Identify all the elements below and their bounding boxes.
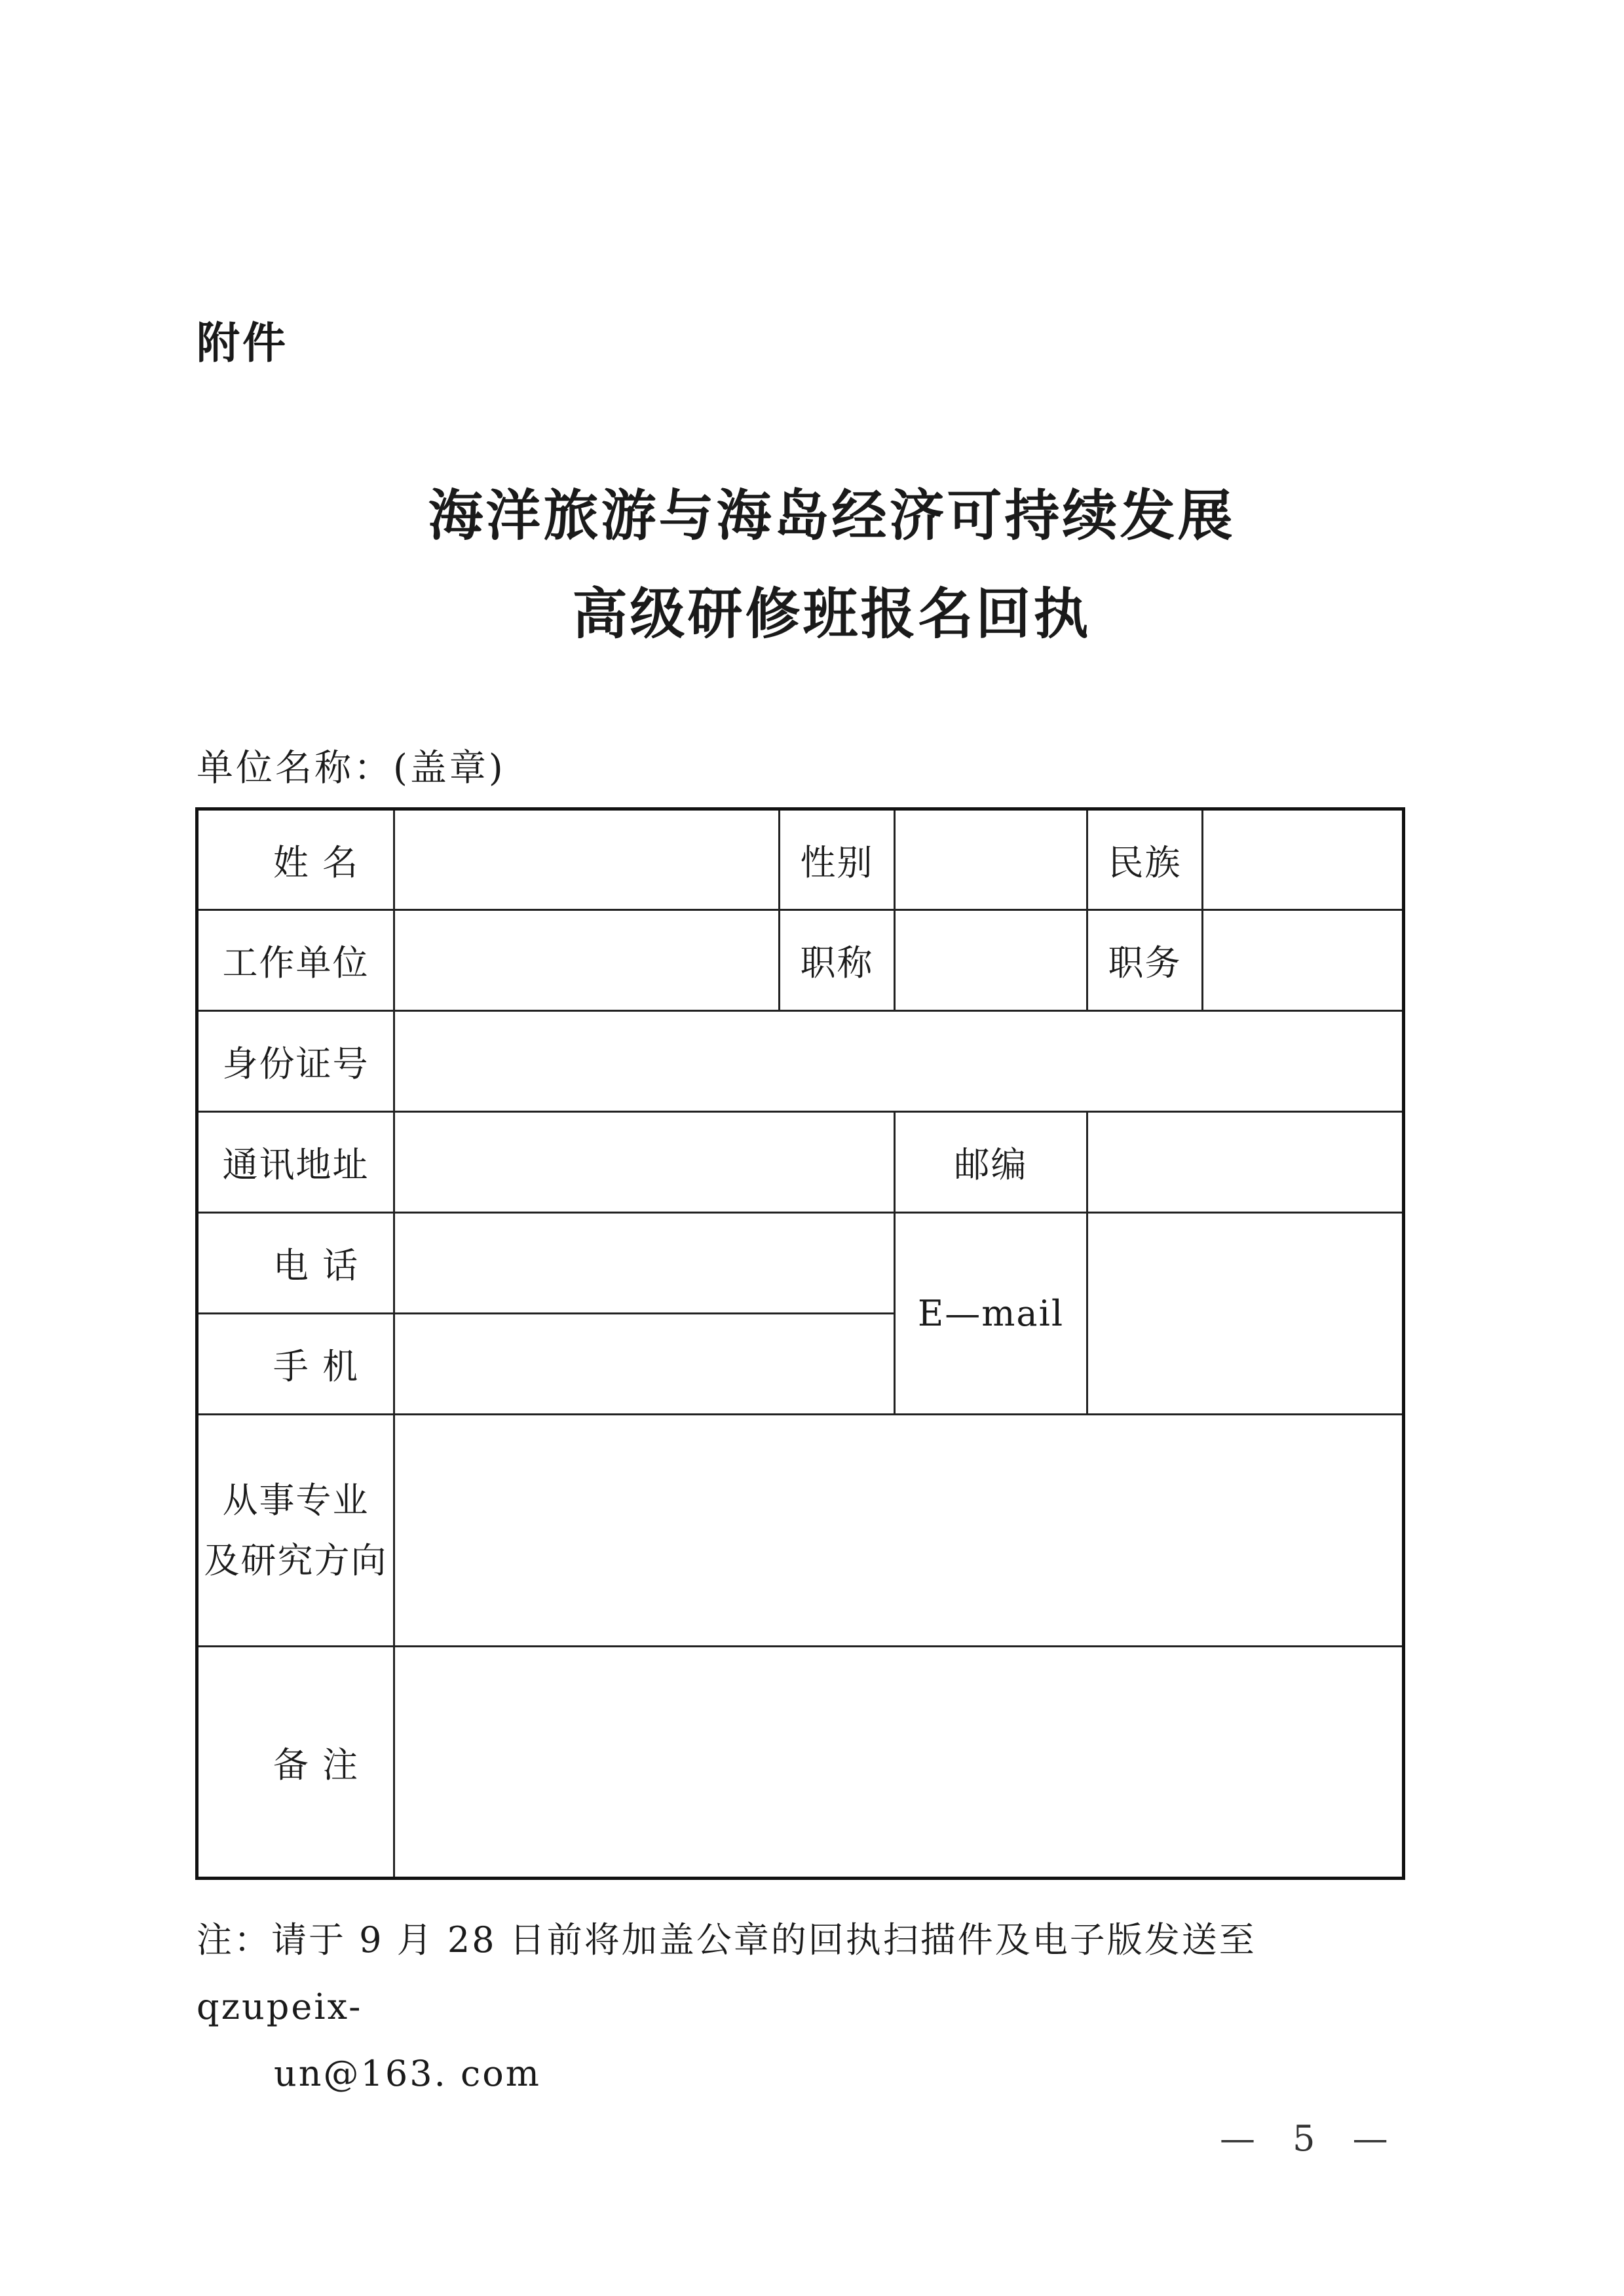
- title-field[interactable]: [895, 910, 1087, 1011]
- title-label: 职称: [780, 910, 895, 1011]
- name-field[interactable]: [394, 809, 780, 910]
- specialty-label-line2: 及研究方向: [204, 1539, 388, 1581]
- postcode-label: 邮编: [895, 1112, 1087, 1213]
- workplace-field[interactable]: [394, 910, 780, 1011]
- postcode-field[interactable]: [1087, 1112, 1404, 1213]
- mobile-label: 手 机: [197, 1314, 394, 1415]
- position-label: 职务: [1087, 910, 1203, 1011]
- remarks-label: 备 注: [197, 1647, 394, 1879]
- form-row-remarks: [197, 1647, 1404, 1879]
- remarks-field[interactable]: [394, 1647, 1404, 1879]
- id-number-label: 身份证号: [197, 1011, 394, 1112]
- form-row-id: [197, 1011, 1404, 1112]
- document-title-line1: 海洋旅游与海岛经济可持续发展: [428, 483, 1236, 548]
- form-row-workplace: [197, 910, 1404, 1011]
- gender-label: 性别: [780, 809, 895, 910]
- attachment-label: 附件: [197, 318, 288, 368]
- ethnicity-label: 民族: [1087, 809, 1203, 910]
- name-label: 姓 名: [197, 809, 394, 910]
- submission-note: [197, 1907, 1408, 2107]
- address-label: 通讯地址: [197, 1112, 394, 1213]
- registration-form-table: [195, 807, 1405, 1880]
- address-field[interactable]: [394, 1112, 895, 1213]
- specialty-label-line1: 从事专业: [222, 1479, 369, 1521]
- gender-field[interactable]: [895, 809, 1087, 910]
- form-row-name: [197, 809, 1404, 910]
- page-number: — 5 —: [1220, 2118, 1401, 2159]
- position-field[interactable]: [1203, 910, 1404, 1011]
- document-title-line2: 高级研修班报名回执: [572, 581, 1091, 646]
- note-line1: 注：请于 9 月 28 日前将加盖公章的回执扫描件及电子版发送至 qzupeix-: [197, 1919, 1256, 2027]
- form-row-specialty: [197, 1415, 1404, 1647]
- unit-name-label: 单位名称：(盖章): [197, 747, 506, 790]
- email-field[interactable]: [1087, 1213, 1404, 1415]
- specialty-field[interactable]: [394, 1415, 1404, 1647]
- note-line2: un@163. com: [274, 2053, 541, 2094]
- id-number-field[interactable]: [394, 1011, 1404, 1112]
- form-row-phone: [197, 1213, 1404, 1314]
- specialty-label: [197, 1415, 394, 1647]
- form-row-address: [197, 1112, 1404, 1213]
- ethnicity-field[interactable]: [1203, 809, 1404, 910]
- mobile-field[interactable]: [394, 1314, 895, 1415]
- phone-label: 电 话: [197, 1213, 394, 1314]
- email-label: E—mail: [895, 1213, 1087, 1415]
- workplace-label: 工作单位: [197, 910, 394, 1011]
- phone-field[interactable]: [394, 1213, 895, 1314]
